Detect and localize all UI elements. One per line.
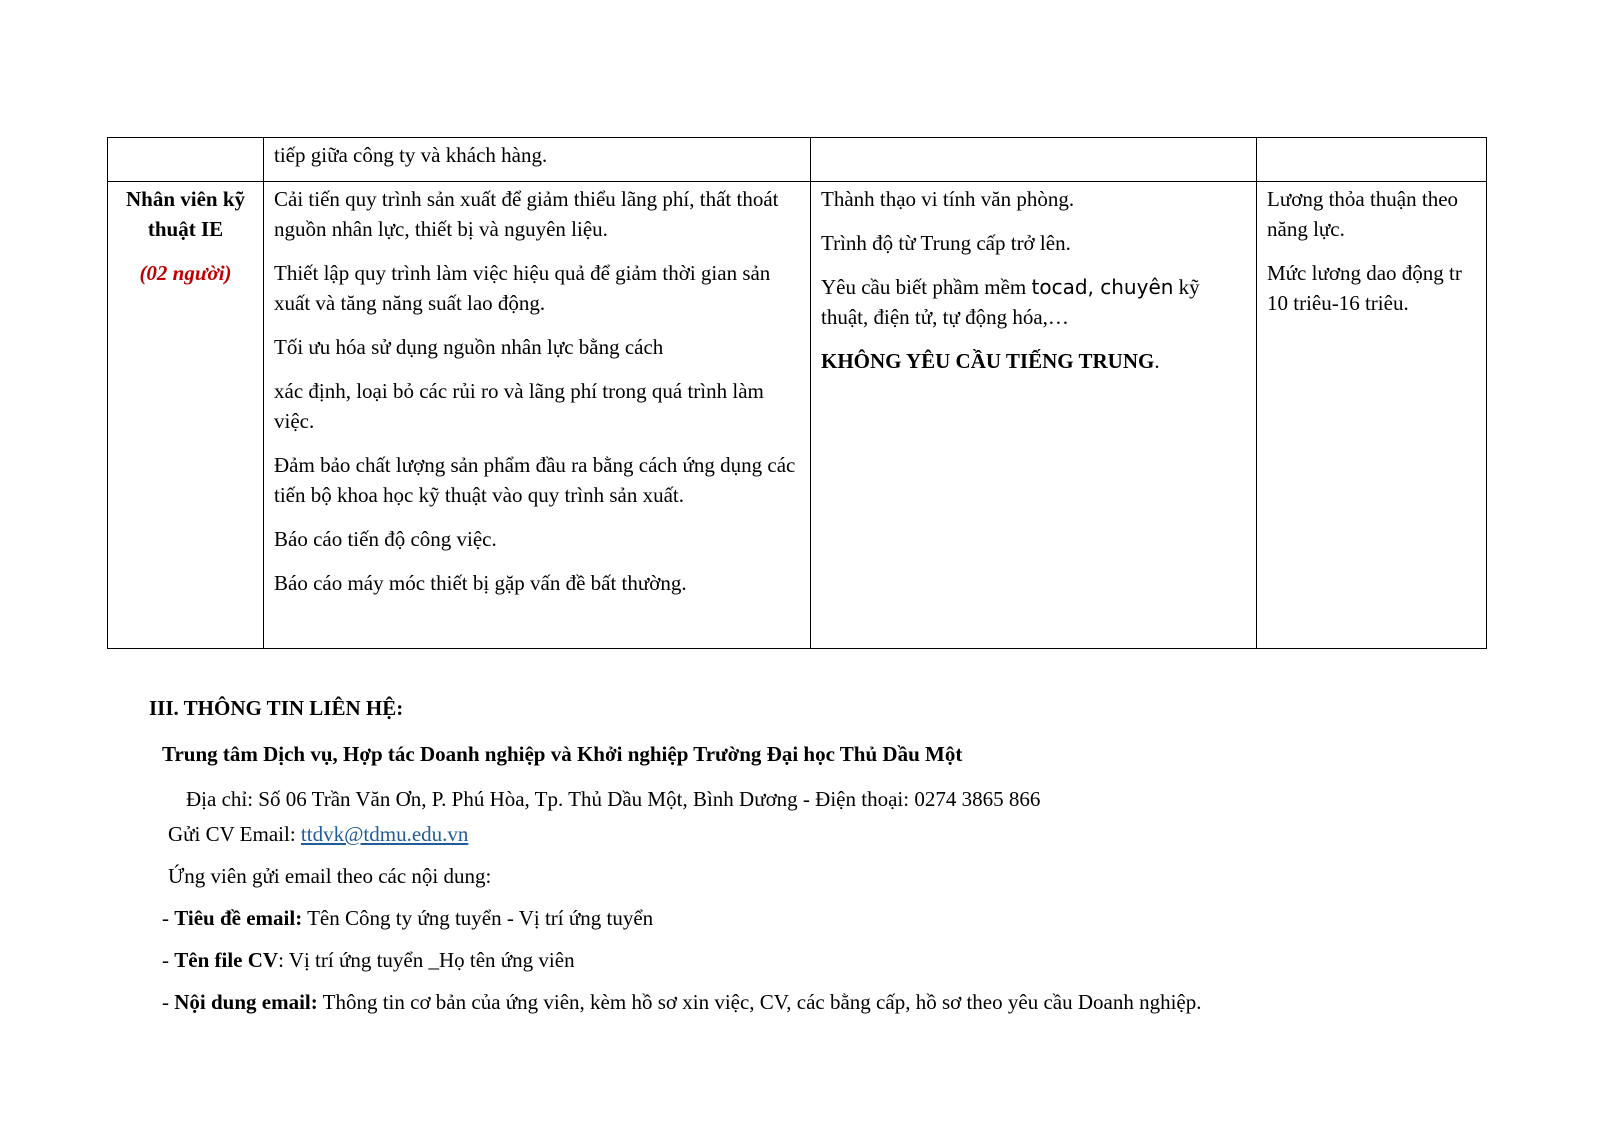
instruction-item (162, 906, 653, 931)
requirements-cell (811, 182, 1257, 649)
item-label: Tiêu đề email: (174, 906, 303, 930)
item-prefix: - (162, 906, 175, 930)
requirement-software: tocad, chuyên (1031, 275, 1174, 299)
duty-text: tiếp giữa công ty và khách hàng. (274, 143, 548, 167)
requirement-no-chinese: KHÔNG YÊU CẦU TIẾNG TRUNG (821, 349, 1155, 373)
item-prefix: - (162, 948, 175, 972)
duty-item: xác định, loại bỏ các rủi ro và lãng phí trong quá trình làm việc. (274, 379, 764, 433)
requirement-text: Yêu cầu biết phầm mềm (821, 275, 1032, 299)
instructions-line: Ứng viên gửi email theo các nội dung: (168, 864, 492, 888)
requirements-cell-empty (811, 138, 1257, 182)
requirement-item: Thành thạo vi tính văn phòng. (821, 187, 1075, 211)
table-row-continued (108, 138, 1487, 182)
position-cell (108, 182, 264, 649)
requirement-item (821, 272, 1246, 332)
email-label: Gửi CV Email: (168, 822, 301, 846)
duties-cell (264, 138, 811, 182)
salary-cell-empty (1257, 138, 1487, 182)
email-link[interactable]: ttdvk@tdmu.edu.vn (300, 822, 469, 846)
duty-item: Báo cáo máy móc thiết bị gặp vấn đề bất thường. (274, 571, 687, 595)
duty-item: Thiết lập quy trình làm việc hiệu quả để giảm thời gian sản xuất và tăng năng suất lao động. (274, 261, 771, 315)
duties-cell (264, 182, 811, 649)
duty-item: Cải tiến quy trình sản xuất để giảm thiểu lãng phí, thất thoát nguồn nhân lực, thiết bị và nguyên liệu. (274, 187, 779, 241)
table-row (108, 182, 1487, 649)
job-table (107, 137, 1487, 649)
position-cell-empty (108, 138, 264, 182)
salary-item: Lương thỏa thuận theo năng lực. (1267, 187, 1459, 241)
requirement-item: Trình độ từ Trung cấp trở lên. (821, 231, 1071, 255)
duty-item: Tối ưu hóa sử dụng nguồn nhân lực bằng cách (274, 335, 664, 359)
email-line (168, 822, 468, 847)
item-text: Thông tin cơ bản của ứng viên, kèm hồ sơ xin việc, CV, các bằng cấp, hồ sơ theo yêu cầu Doanh nghiệp. (317, 990, 1202, 1014)
requirement-item (821, 346, 1246, 376)
duty-item: Đảm bảo chất lượng sản phẩm đầu ra bằng cách ứng dụng các tiến bộ khoa học kỹ thuật vào quy trình sản xuất. (274, 453, 796, 507)
organization-name: Trung tâm Dịch vụ, Hợp tác Doanh nghiệp và Khởi nghiệp Trường Đại học Thủ Dầu Một (162, 742, 963, 766)
position-count: (02 người) (139, 261, 232, 285)
item-prefix: - (162, 990, 175, 1014)
requirement-period: . (1154, 349, 1160, 373)
duty-item: Báo cáo tiến độ công việc. (274, 527, 497, 551)
requirement-text: kỹ thuật, điện tử, tự động hóa,… (821, 275, 1200, 329)
salary-cell (1257, 182, 1487, 649)
item-text: : Vị trí ứng tuyển _Họ tên ứng viên (278, 948, 575, 972)
item-text: Tên Công ty ứng tuyển - Vị trí ứng tuyển (302, 906, 654, 930)
item-label: Nội dung email: (174, 990, 318, 1014)
address-line: Địa chỉ: Số 06 Trần Văn Ơn, P. Phú Hòa, Tp. Thủ Dầu Một, Bình Dương - Điện thoại: 0274 3865 866 (186, 787, 1041, 811)
section-heading: III. THÔNG TIN LIÊN HỆ: (149, 696, 404, 720)
instruction-item (162, 948, 575, 973)
item-label: Tên file CV (174, 948, 279, 972)
position-title: Nhân viên kỹ thuật IE (125, 187, 246, 241)
instruction-item (162, 990, 1201, 1015)
salary-item: Mức lương dao động tr 10 triêu-16 triêu. (1267, 261, 1462, 315)
